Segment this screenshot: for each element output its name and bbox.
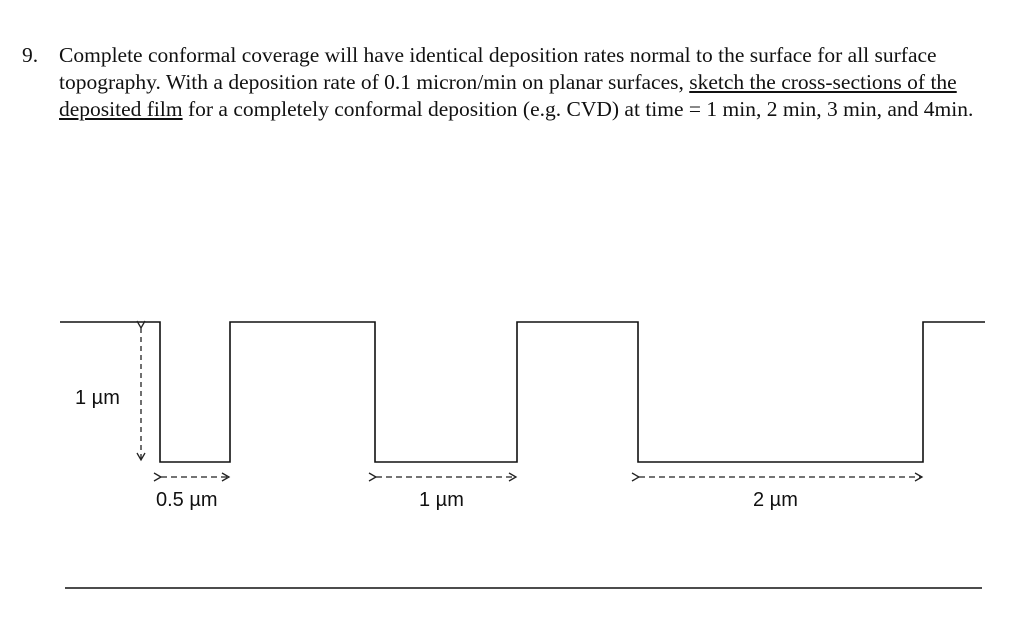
question-text-underlined: sketch the cross-sections of the deposited film [59, 70, 957, 121]
question-number: 9. [22, 43, 39, 67]
question-text-end: for a completely conformal deposition (e.g. CVD) at time = 1 min, 2 min, 3 min, and 4min. [182, 97, 974, 121]
substrate-profile-line [60, 322, 985, 462]
height-label: 1 µm [75, 387, 120, 409]
trench-width-label-3: 2 µm [753, 489, 798, 511]
trench-width-label-1: 0.5 µm [156, 489, 218, 511]
question-text-start: Complete conformal coverage will have identical deposition rates normal to the surface for all surface topography. With a deposition rate of 0.1 micron/min on planar surfaces, [59, 43, 937, 94]
trench-width-label-2: 1 µm [419, 489, 464, 511]
